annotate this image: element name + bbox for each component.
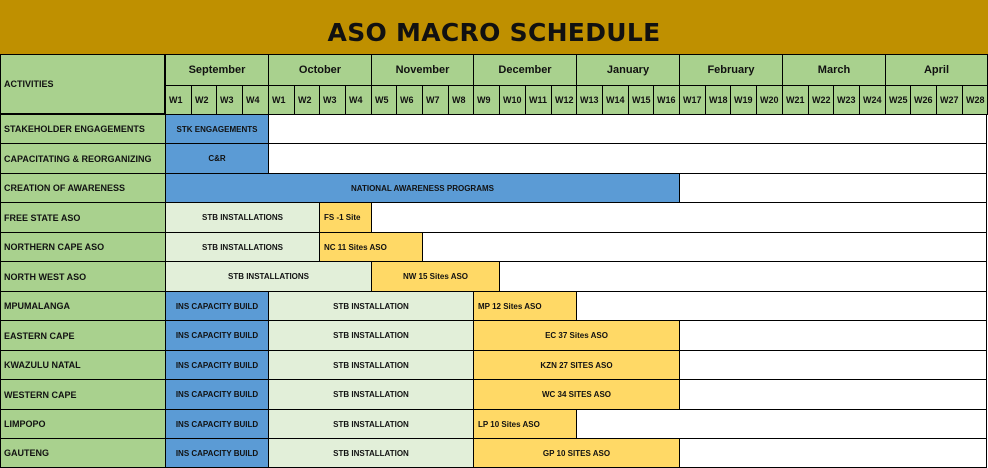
week-header[interactable] — [242, 85, 269, 115]
activity-label-text: WESTERN CAPE — [4, 389, 77, 400]
activity-label[interactable] — [0, 320, 166, 351]
schedule-bar-text: GP 10 SITES ASO — [542, 448, 611, 458]
schedule-bar[interactable] — [165, 320, 269, 351]
week-header-text: W6 — [400, 95, 414, 105]
schedule-bar-text: INS CAPACITY BUILD — [175, 390, 259, 399]
empty-timeline-cell[interactable] — [679, 438, 987, 468]
month-header-december[interactable] — [473, 54, 577, 86]
week-header-text: W15 — [632, 95, 651, 105]
schedule-bar[interactable] — [165, 261, 372, 292]
week-header[interactable] — [653, 85, 680, 115]
activity-label[interactable] — [0, 173, 166, 203]
week-header-text: W1 — [272, 95, 286, 105]
empty-timeline-cell[interactable] — [576, 409, 987, 439]
schedule-bar[interactable] — [268, 291, 474, 321]
week-header[interactable] — [756, 85, 783, 115]
week-header[interactable] — [705, 85, 731, 115]
month-header-december-text: December — [498, 64, 552, 76]
month-header-january[interactable] — [576, 54, 680, 86]
week-header[interactable] — [191, 85, 217, 115]
schedule-bar-text: STB INSTALLATION — [333, 390, 409, 399]
schedule-bar[interactable] — [268, 320, 474, 351]
week-header-text: W3 — [323, 95, 337, 105]
empty-timeline-cell[interactable] — [268, 143, 987, 174]
week-header-text: W28 — [966, 95, 985, 105]
schedule-bar-text: FS -1 Site — [324, 213, 361, 222]
schedule-bar[interactable] — [165, 409, 269, 439]
empty-timeline-cell[interactable] — [268, 114, 987, 144]
week-header[interactable] — [165, 85, 192, 115]
empty-timeline-cell[interactable] — [679, 379, 987, 410]
week-header-text: W8 — [452, 95, 466, 105]
activity-label[interactable] — [0, 409, 166, 439]
schedule-bar[interactable] — [165, 143, 269, 174]
activity-label-text: EASTERN CAPE — [4, 330, 75, 341]
week-header[interactable] — [294, 85, 320, 115]
schedule-bar-text: INS CAPACITY BUILD — [175, 301, 259, 311]
schedule-bar[interactable] — [268, 438, 474, 468]
week-header-text: W25 — [889, 95, 908, 105]
schedule-bar[interactable] — [165, 232, 320, 262]
activities-header-label: ACTIVITIES — [4, 79, 54, 89]
schedule-bar-text: NATIONAL AWARENESS PROGRAMS — [351, 183, 494, 193]
week-header[interactable] — [962, 85, 988, 115]
schedule-bar[interactable] — [473, 379, 680, 410]
schedule-bar[interactable] — [319, 232, 423, 262]
empty-timeline-cell[interactable] — [679, 320, 987, 351]
week-header-text: W10 — [503, 95, 522, 105]
week-header-text: W5 — [375, 95, 389, 105]
schedule-bar[interactable] — [268, 350, 474, 380]
week-header[interactable] — [422, 85, 449, 115]
week-header[interactable] — [910, 85, 937, 115]
week-header-text: W3 — [220, 95, 234, 105]
empty-timeline-cell[interactable] — [422, 232, 987, 262]
activity-label[interactable] — [0, 291, 166, 321]
empty-timeline-cell[interactable] — [371, 202, 987, 233]
schedule-bar-text: INS CAPACITY BUILD — [175, 419, 259, 429]
week-header-text: W14 — [606, 95, 625, 105]
week-header[interactable] — [936, 85, 963, 115]
week-header[interactable] — [730, 85, 757, 115]
week-header[interactable] — [268, 85, 295, 115]
schedule-bar-text: STB INSTALLATION — [333, 448, 409, 458]
week-header-text: W2 — [195, 95, 209, 105]
week-header[interactable] — [576, 85, 603, 115]
activity-label-text: LIMPOPO — [4, 419, 46, 429]
schedule-bar[interactable] — [371, 261, 500, 292]
week-header[interactable] — [216, 85, 243, 115]
empty-timeline-cell[interactable] — [679, 350, 987, 380]
week-header[interactable] — [833, 85, 860, 115]
schedule-bar-text: EC 37 Sites ASO — [545, 331, 608, 340]
week-header-text: W12 — [555, 95, 574, 105]
week-header[interactable] — [782, 85, 809, 115]
schedule-bar-text: STB INSTALLATION — [333, 331, 409, 340]
schedule-bar[interactable] — [473, 409, 577, 439]
schedule-bar-text: INS CAPACITY BUILD — [175, 448, 259, 458]
schedule-bar[interactable] — [268, 379, 474, 410]
month-header-april[interactable] — [885, 54, 988, 86]
schedule-bar-text: STB INSTALLATIONS — [227, 272, 310, 281]
week-header[interactable] — [808, 85, 834, 115]
week-header-text: W24 — [863, 95, 882, 105]
activity-label[interactable] — [0, 202, 166, 233]
schedule-bar[interactable] — [165, 379, 269, 410]
week-header[interactable] — [319, 85, 346, 115]
schedule-bar-text: NC 11 Sites ASO — [324, 242, 387, 252]
activity-label[interactable] — [0, 350, 166, 380]
month-header-march-text: March — [817, 64, 851, 76]
schedule-bar-text: STB INSTALLATIONS — [201, 213, 284, 222]
schedule-bar[interactable] — [473, 350, 680, 380]
month-header-october-text: October — [298, 64, 342, 76]
schedule-bar-text: INS CAPACITY BUILD — [175, 331, 259, 340]
week-header-text: W27 — [940, 95, 959, 105]
activities-header[interactable] — [0, 54, 165, 114]
empty-timeline-cell[interactable] — [499, 261, 987, 292]
month-header-october[interactable] — [268, 54, 372, 86]
activity-label-text: CAPACITATING & REORGANIZING — [4, 153, 152, 164]
empty-timeline-cell[interactable] — [576, 291, 987, 321]
week-header[interactable] — [628, 85, 654, 115]
activity-label[interactable] — [0, 261, 166, 292]
month-header-november[interactable] — [371, 54, 474, 86]
week-header[interactable] — [885, 85, 911, 115]
week-header[interactable] — [371, 85, 397, 115]
month-header-april-text: April — [923, 64, 950, 76]
schedule-bar[interactable] — [268, 409, 474, 439]
week-header[interactable] — [679, 85, 706, 115]
activity-label[interactable] — [0, 438, 166, 468]
activity-label[interactable] — [0, 143, 166, 174]
activity-label-text: MPUMALANGA — [4, 301, 70, 311]
activity-label-text: FREE STATE ASO — [4, 212, 81, 223]
schedule-bar[interactable] — [165, 173, 680, 203]
month-header-january-text: January — [606, 64, 650, 76]
week-header-text: W22 — [812, 95, 831, 105]
schedule-bar[interactable] — [473, 320, 680, 351]
month-header-september[interactable] — [165, 54, 269, 86]
week-header-text: W7 — [426, 95, 440, 105]
schedule-bar-text: STB INSTALLATION — [333, 419, 409, 429]
schedule-bar[interactable] — [165, 350, 269, 380]
activity-label-text: STAKEHOLDER ENGAGEMENTS — [4, 124, 145, 134]
month-header-march[interactable] — [782, 54, 886, 86]
week-header-text: W9 — [477, 95, 491, 105]
schedule-bar[interactable] — [473, 438, 680, 468]
schedule-bar-text: C&R — [208, 154, 226, 163]
activity-label-text: NORTHERN CAPE ASO — [4, 242, 105, 252]
schedule-bar-text: KZN 27 SITES ASO — [540, 360, 613, 370]
week-header-text: W18 — [709, 95, 728, 105]
week-header[interactable] — [473, 85, 500, 115]
week-header-text: W1 — [169, 95, 183, 105]
schedule-bar-text: NW 15 Sites ASO — [402, 272, 469, 281]
week-header-text: W26 — [914, 95, 933, 105]
schedule-title-bar — [0, 0, 988, 55]
empty-timeline-cell[interactable] — [679, 173, 987, 203]
schedule-bar[interactable] — [165, 291, 269, 321]
week-header-text: W4 — [246, 95, 260, 105]
month-header-november-text: November — [395, 64, 450, 76]
schedule-bar-text: STK ENGAGEMENTS — [176, 124, 258, 134]
activity-label[interactable] — [0, 379, 166, 410]
week-header[interactable] — [499, 85, 526, 115]
activity-label[interactable] — [0, 114, 166, 144]
schedule-bar-text: STB INSTALLATIONS — [201, 242, 284, 252]
week-header[interactable] — [448, 85, 474, 115]
week-header[interactable] — [345, 85, 372, 115]
week-header[interactable] — [525, 85, 552, 115]
week-header-text: W20 — [760, 95, 779, 105]
week-header-text: W11 — [529, 95, 548, 105]
week-header[interactable] — [602, 85, 629, 115]
week-header[interactable] — [859, 85, 886, 115]
schedule-bar-text: MP 12 Sites ASO — [478, 301, 542, 311]
schedule-bar[interactable] — [165, 202, 320, 233]
week-header-text: W4 — [349, 95, 363, 105]
activity-label-text: KWAZULU NATAL — [4, 360, 81, 370]
week-header-text: W17 — [683, 95, 702, 105]
schedule-title: ASO MACRO SCHEDULE — [327, 17, 661, 47]
activity-label-text: CREATION OF AWARENESS — [4, 183, 126, 193]
activity-label[interactable] — [0, 232, 166, 262]
month-header-february-text: February — [707, 64, 755, 76]
month-header-september-text: September — [188, 64, 246, 76]
schedule-bar-text: LP 10 Sites ASO — [478, 419, 540, 429]
activity-label-text: NORTH WEST ASO — [4, 271, 87, 282]
week-header-text: W2 — [298, 95, 312, 105]
schedule-bar-text: WC 34 SITES ASO — [541, 390, 612, 399]
week-header[interactable] — [551, 85, 577, 115]
week-header-text: W23 — [837, 95, 856, 105]
schedule-bar[interactable] — [165, 114, 269, 144]
schedule-bar[interactable] — [165, 438, 269, 468]
schedule-bar-text: STB INSTALLATION — [333, 360, 409, 370]
schedule-bar[interactable] — [473, 291, 577, 321]
week-header-text: W16 — [657, 95, 676, 105]
week-header[interactable] — [396, 85, 423, 115]
schedule-bar-text: INS CAPACITY BUILD — [175, 360, 259, 370]
week-header-text: W19 — [734, 95, 753, 105]
schedule-bar[interactable] — [319, 202, 372, 233]
activity-label-text: GAUTENG — [4, 448, 49, 458]
week-header-text: W21 — [786, 95, 805, 105]
schedule-bar-text: STB INSTALLATION — [333, 301, 409, 311]
week-header-text: W13 — [580, 95, 599, 105]
month-header-february[interactable] — [679, 54, 783, 86]
